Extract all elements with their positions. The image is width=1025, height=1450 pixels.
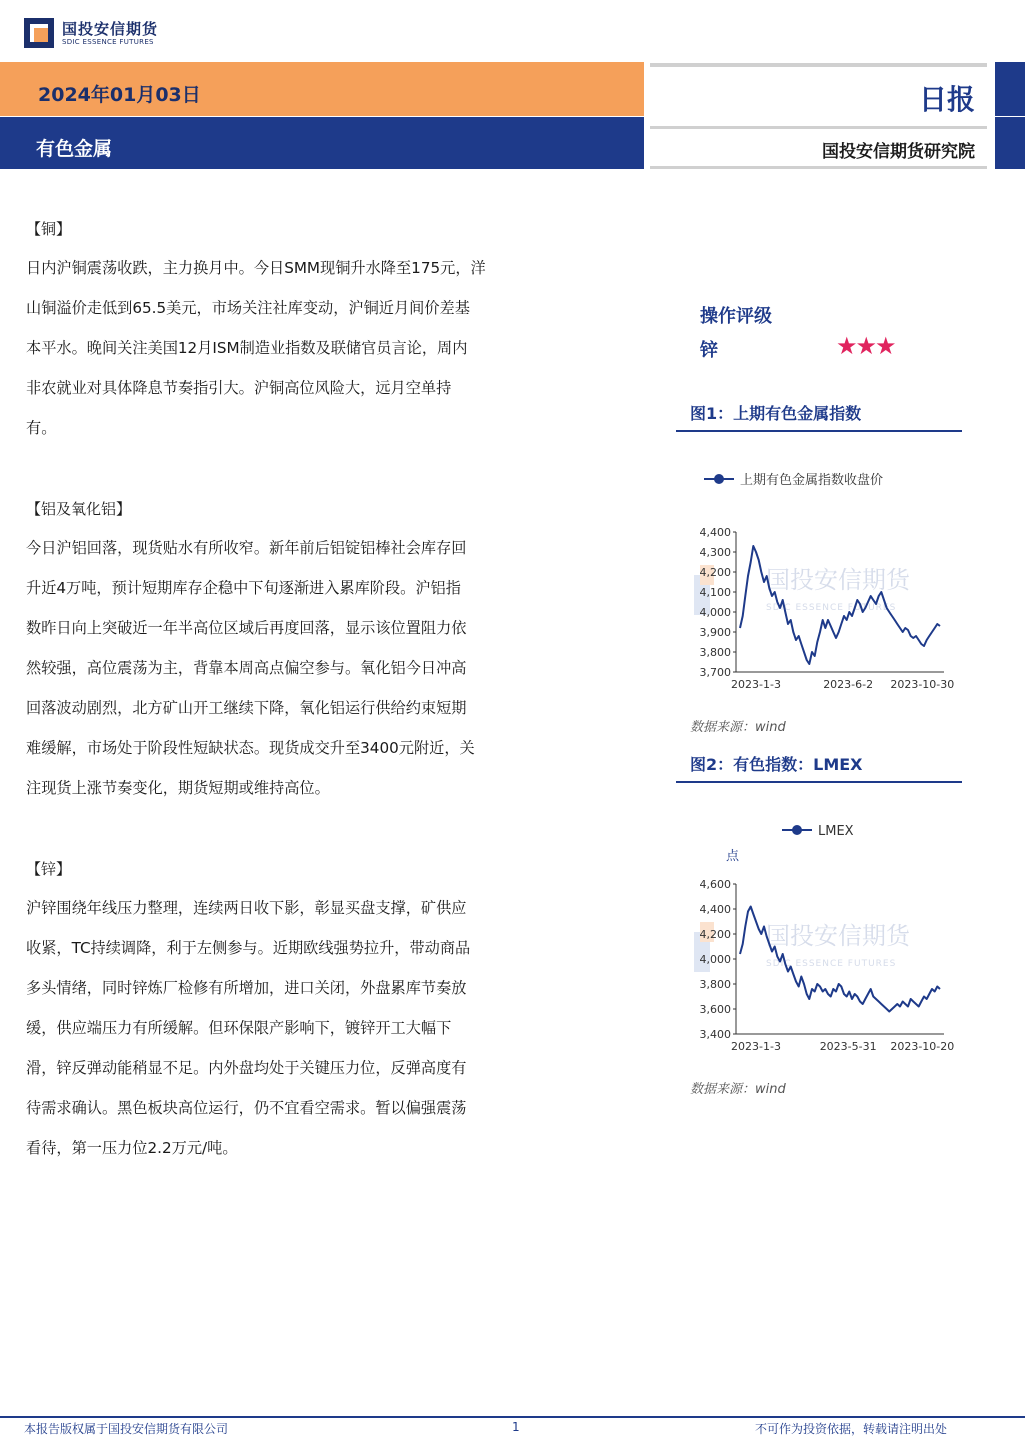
section-heading-aluminum: 【铝及氧化铝】 — [26, 500, 132, 518]
section-heading-zinc: 【锌】 — [26, 860, 72, 878]
y-tick-label: 4,400 — [699, 526, 731, 539]
footer-disclaimer: 不可作为投资依据，转载请注明出处 — [755, 1422, 948, 1436]
x-tick-label: 2023-5-31 — [819, 1040, 877, 1053]
y-tick-label: 4,000 — [699, 953, 731, 966]
legend-label: LMEX — [818, 824, 854, 839]
text-line: 待需求确认。黑色板块高位运行，仍不宜看空需求。暂以偏强震荡 — [26, 1099, 467, 1117]
text-line: 注现货上涨节奏变化，期货短期或维持高位。 — [26, 779, 330, 797]
y-tick-label: 4,300 — [699, 546, 731, 559]
watermark-cn: 国投安信期货 — [766, 922, 910, 950]
logo-cn-text: 国投安信期货 — [62, 20, 159, 38]
footer-page-number: 1 — [512, 1420, 520, 1434]
chart-legend — [782, 824, 854, 839]
y-tick-label: 4,200 — [699, 928, 731, 941]
legend-marker-icon — [714, 474, 724, 484]
footer-rule — [0, 1416, 1025, 1418]
y-tick-label: 4,600 — [699, 878, 731, 891]
report-type: 日报 — [918, 83, 975, 116]
text-line: 非农就业对具体降息节奏指引大。沪铜高位风险大，远月空单持 — [26, 379, 452, 397]
institute-name: 国投安信期货研究院 — [822, 142, 975, 162]
figure-2-chart — [676, 792, 962, 1062]
text-line: 升近4万吨，预计短期库存企稳中下旬逐渐进入累库阶段。沪铝指 — [26, 579, 461, 597]
rating-metal: 锌 — [700, 340, 718, 361]
y-tick-label: 4,000 — [699, 606, 731, 619]
x-tick-label: 2023-10-30 — [890, 678, 955, 691]
y-tick-label: 3,800 — [699, 978, 731, 991]
x-tick-label: 2023-1-3 — [731, 1040, 781, 1053]
y-tick-label: 3,800 — [699, 646, 731, 659]
legend-label: 上期有色金属指数收盘价 — [740, 473, 884, 488]
y-tick-label: 3,700 — [699, 666, 731, 679]
text-line: 日内沪铜震荡收跌，主力换月中。今日SMM现铜升水降至175元，洋 — [26, 259, 486, 277]
text-line: 有。 — [26, 419, 57, 437]
header-accent — [995, 62, 1025, 116]
x-tick-label: 2023-1-3 — [731, 678, 781, 691]
text-line: 本平水。晚间关注美国12月ISM制造业指数及联储官员言论，周内 — [26, 339, 468, 357]
footer-copyright: 本报告版权属于国投安信期货有限公司 — [24, 1422, 229, 1436]
text-line: 沪锌围绕年线压力整理，连续两日收下影，彰显买盘支撑，矿供应 — [26, 899, 467, 917]
text-line: 然较强，高位震荡为主，背靠本周高点偏空参与。氧化铝今日冲高 — [26, 659, 467, 677]
header-divider — [650, 63, 987, 67]
paragraph-copper — [26, 248, 608, 448]
y-tick-label: 4,400 — [699, 903, 731, 916]
text-line: 山铜溢价走低到65.5美元，市场关注社库变动，沪铜近月间价差基 — [26, 299, 470, 317]
logo-en-text: SDIC ESSENCE FUTURES — [62, 38, 154, 46]
text-line: 今日沪铝回落，现货贴水有所收窄。新年前后铝锭铝棒社会库存回 — [26, 539, 467, 557]
report-date: 2024年01月03日 — [38, 84, 201, 106]
y-tick-label: 3,900 — [699, 626, 731, 639]
figure-1-source: 数据来源：wind — [690, 720, 786, 735]
header-accent — [995, 117, 1025, 169]
text-line: 滑，锌反弹动能稍显不足。内外盘均处于关键压力位，反弹高度有 — [26, 1059, 467, 1077]
company-logo — [24, 18, 54, 48]
y-tick-label: 4,100 — [699, 586, 731, 599]
section-heading-copper: 【铜】 — [26, 220, 72, 238]
y-tick-label: 4,200 — [699, 566, 731, 579]
paragraph-aluminum — [26, 528, 608, 808]
figure-1-rule — [676, 430, 962, 432]
text-line: 收紧，TC持续调降，利于左侧参与。近期欧线强势拉升，带动商品 — [26, 939, 471, 957]
text-line: 难缓解，市场处于阶段性短缺状态。现货成交升至3400元附近，关 — [26, 739, 475, 757]
y-tick-label: 3,400 — [699, 1028, 731, 1041]
paragraph-zinc — [26, 888, 608, 1168]
text-line: 数昨日向上突破近一年半高位区域后再度回落，显示该位置阻力依 — [26, 619, 467, 637]
rating-stars: ★★★ — [836, 332, 895, 360]
rating-title: 操作评级 — [700, 306, 772, 327]
x-tick-label: 2023-6-2 — [823, 678, 874, 691]
header-divider — [650, 126, 987, 129]
figure-2-rule — [676, 781, 962, 783]
chart-legend — [704, 472, 883, 488]
legend-marker-icon — [792, 825, 802, 835]
watermark-cn: 国投安信期货 — [766, 566, 910, 594]
figure-1-title: 图1：上期有色金属指数 — [690, 404, 862, 423]
y-axis-unit: 点 — [726, 849, 740, 864]
watermark-en: SDIC ESSENCE FUTURES — [766, 603, 897, 613]
x-tick-label: 2023-10-20 — [890, 1040, 955, 1053]
text-line: 回落波动剧烈，北方矿山开工继续下降，氧化铝运行供给约束短期 — [26, 699, 467, 717]
figure-2-title: 图2：有色指数：LMEX — [690, 755, 863, 774]
figure-2-source: 数据来源：wind — [690, 1082, 786, 1097]
figure-1-chart — [676, 440, 962, 710]
report-section: 有色金属 — [36, 138, 113, 160]
header-divider — [650, 166, 987, 169]
y-tick-label: 3,600 — [699, 1003, 731, 1016]
watermark-en: SDIC ESSENCE FUTURES — [766, 959, 897, 969]
text-line: 多头情绪，同时锌炼厂检修有所增加，进口关闭，外盘累库节奏放 — [26, 979, 467, 997]
text-line: 看待，第一压力位2.2万元/吨。 — [26, 1139, 238, 1157]
text-line: 缓，供应端压力有所缓解。但环保限产影响下，镀锌开工大幅下 — [26, 1019, 452, 1037]
